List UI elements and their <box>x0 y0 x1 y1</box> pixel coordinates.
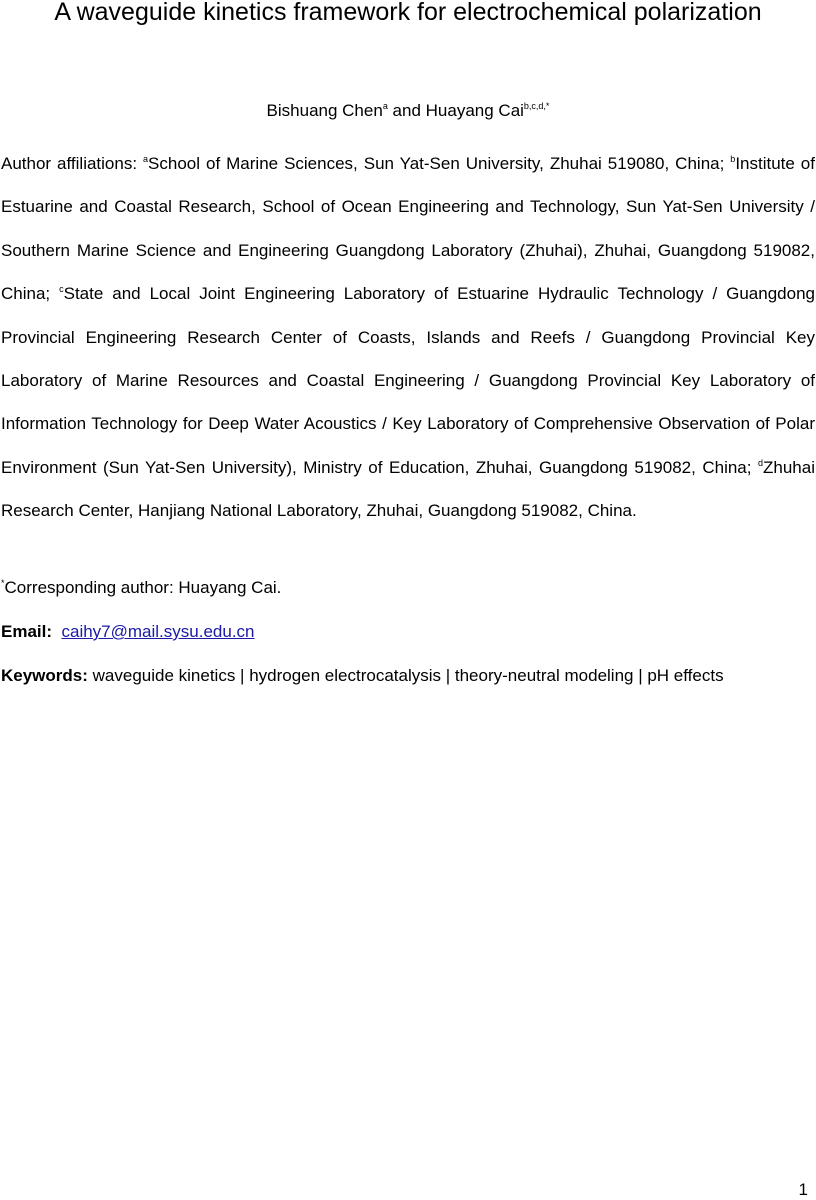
corresponding-author-line <box>1 577 281 599</box>
affiliation-marker: a <box>143 154 149 164</box>
email-link[interactable]: caihy7@mail.sysu.edu.cn <box>61 622 255 641</box>
paper-title: A waveguide kinetics framework for electrochemical polarization <box>54 0 762 26</box>
keywords-label: Keywords: <box>1 666 88 685</box>
author-name: Huayang Cai <box>425 101 524 120</box>
affiliation-marker: a <box>382 101 388 111</box>
affiliation-marker: b,c,d,* <box>523 101 550 111</box>
author-connector: and <box>387 101 426 120</box>
corresponding-author-text: Corresponding author: Huayang Cai. <box>4 578 282 597</box>
affiliation-d: Zhuhai Research Center, Hanjiang National Laboratory, Zhuhai, Guangdong 519082, China. <box>1 457 815 521</box>
email-label: Email: <box>1 622 53 641</box>
affiliation-c: State and Local Joint Engineering Laboratory of Estuarine Hydraulic Technology / Guangdong Provincial Engineering Research Center of Coasts, Islands and Reefs / Guangdong Provincial Key Laboratory of Marine Resources and Coastal Engineering / Guangdong Provincial Key Laboratory of Information Technology for Deep Water Acoustics / Key Laboratory of Comprehensive Observation of Polar Environment (Sun Yat-Sen University), Ministry of Education, Zhuhai, Guangdong 519082, China; <box>1 284 815 477</box>
affiliations-lead: Author affiliations: <box>1 154 144 173</box>
page-number: 1 <box>798 1180 808 1199</box>
affiliation-marker: c <box>59 284 64 295</box>
keywords-line <box>1 665 724 687</box>
affiliation-marker: d <box>758 457 764 468</box>
affiliation-marker: b <box>730 154 736 164</box>
corresponding-marker: * <box>1 578 5 588</box>
affiliation-a: School of Marine Sciences, Sun Yat-Sen University, Zhuhai 519080, China; <box>148 154 731 173</box>
keywords-text: waveguide kinetics | hydrogen electrocatalysis | theory-neutral modeling | pH effects <box>87 666 724 685</box>
affiliations-paragraph <box>1 142 815 533</box>
author-name: Bishuang Chen <box>266 101 383 120</box>
affiliation-b: Institute of Estuarine and Coastal Research, School of Ocean Engineering and Technology, Sun Yat-Sen University / Southern Marine Science and Engineering Guangdong Laboratory (Zhuhai), Zhuhai, Guangdong 519082, China; <box>1 154 815 304</box>
author-line <box>0 100 816 122</box>
email-line <box>1 621 255 643</box>
